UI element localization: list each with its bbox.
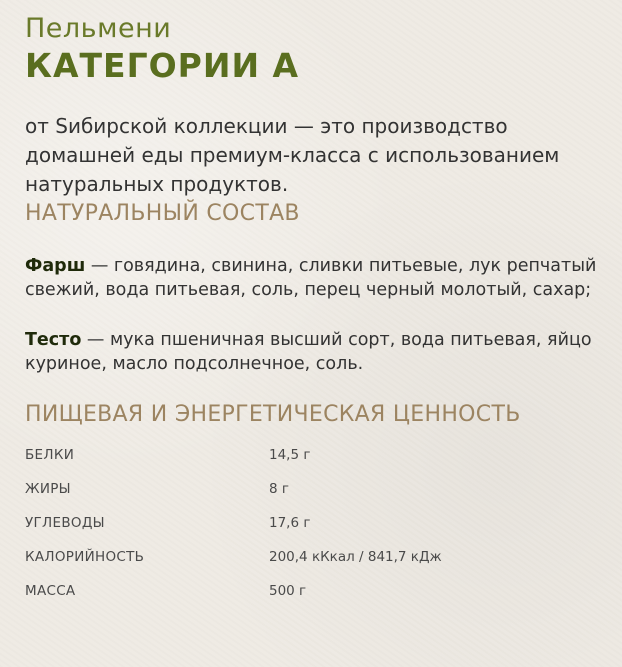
nutrition-value: 17,6 г: [269, 515, 311, 531]
composition-item-text: — мука пшеничная высший сорт, вода питьевая, яйцо куриное, масло подсолнечное, соль.: [25, 330, 592, 374]
product-title: КАТЕГОРИИ А: [25, 46, 300, 85]
nutrition-label: МАССА: [25, 583, 76, 599]
nutrition-row-fat: [25, 480, 605, 514]
nutrition-value: 14,5 г: [269, 447, 311, 463]
product-info-panel: [25, 12, 605, 616]
composition-heading: НАТУРАЛЬНЫЙ СОСТАВ: [25, 201, 300, 226]
nutrition-row-calories: [25, 548, 605, 582]
composition-item-label: Фарш: [25, 256, 86, 276]
nutrition-value: 500 г: [269, 583, 307, 599]
nutrition-label: КАЛОРИЙНОСТЬ: [25, 549, 145, 565]
nutrition-row-weight: [25, 582, 605, 616]
nutrition-label: УГЛЕВОДЫ: [25, 515, 105, 531]
product-subtitle: Пельмени: [25, 13, 172, 44]
nutrition-value: 8 г: [269, 481, 289, 497]
nutrition-row-carbs: [25, 514, 605, 548]
composition-item-text: — говядина, свинина, сливки питьевые, лук репчатый свежий, вода питьевая, соль, перец черный молотый, сахар;: [25, 256, 597, 300]
composition-item-label: Тесто: [25, 330, 82, 350]
nutrition-label: ЖИРЫ: [25, 481, 71, 497]
nutrition-heading: ПИЩЕВАЯ И ЭНЕРГЕТИЧЕСКАЯ ЦЕННОСТЬ: [25, 402, 521, 427]
nutrition-label: БЕЛКИ: [25, 447, 75, 463]
nutrition-value: 200,4 кКкал / 841,7 кДж: [269, 549, 442, 565]
product-intro: от Sибирской коллекции — это производство домашней еды премиум-класса с использованием натуральных продуктов.: [25, 114, 560, 196]
nutrition-row-protein: [25, 446, 605, 480]
composition-item-dough: [25, 328, 600, 376]
composition-item-filling: [25, 254, 600, 302]
nutrition-table: [25, 446, 605, 616]
